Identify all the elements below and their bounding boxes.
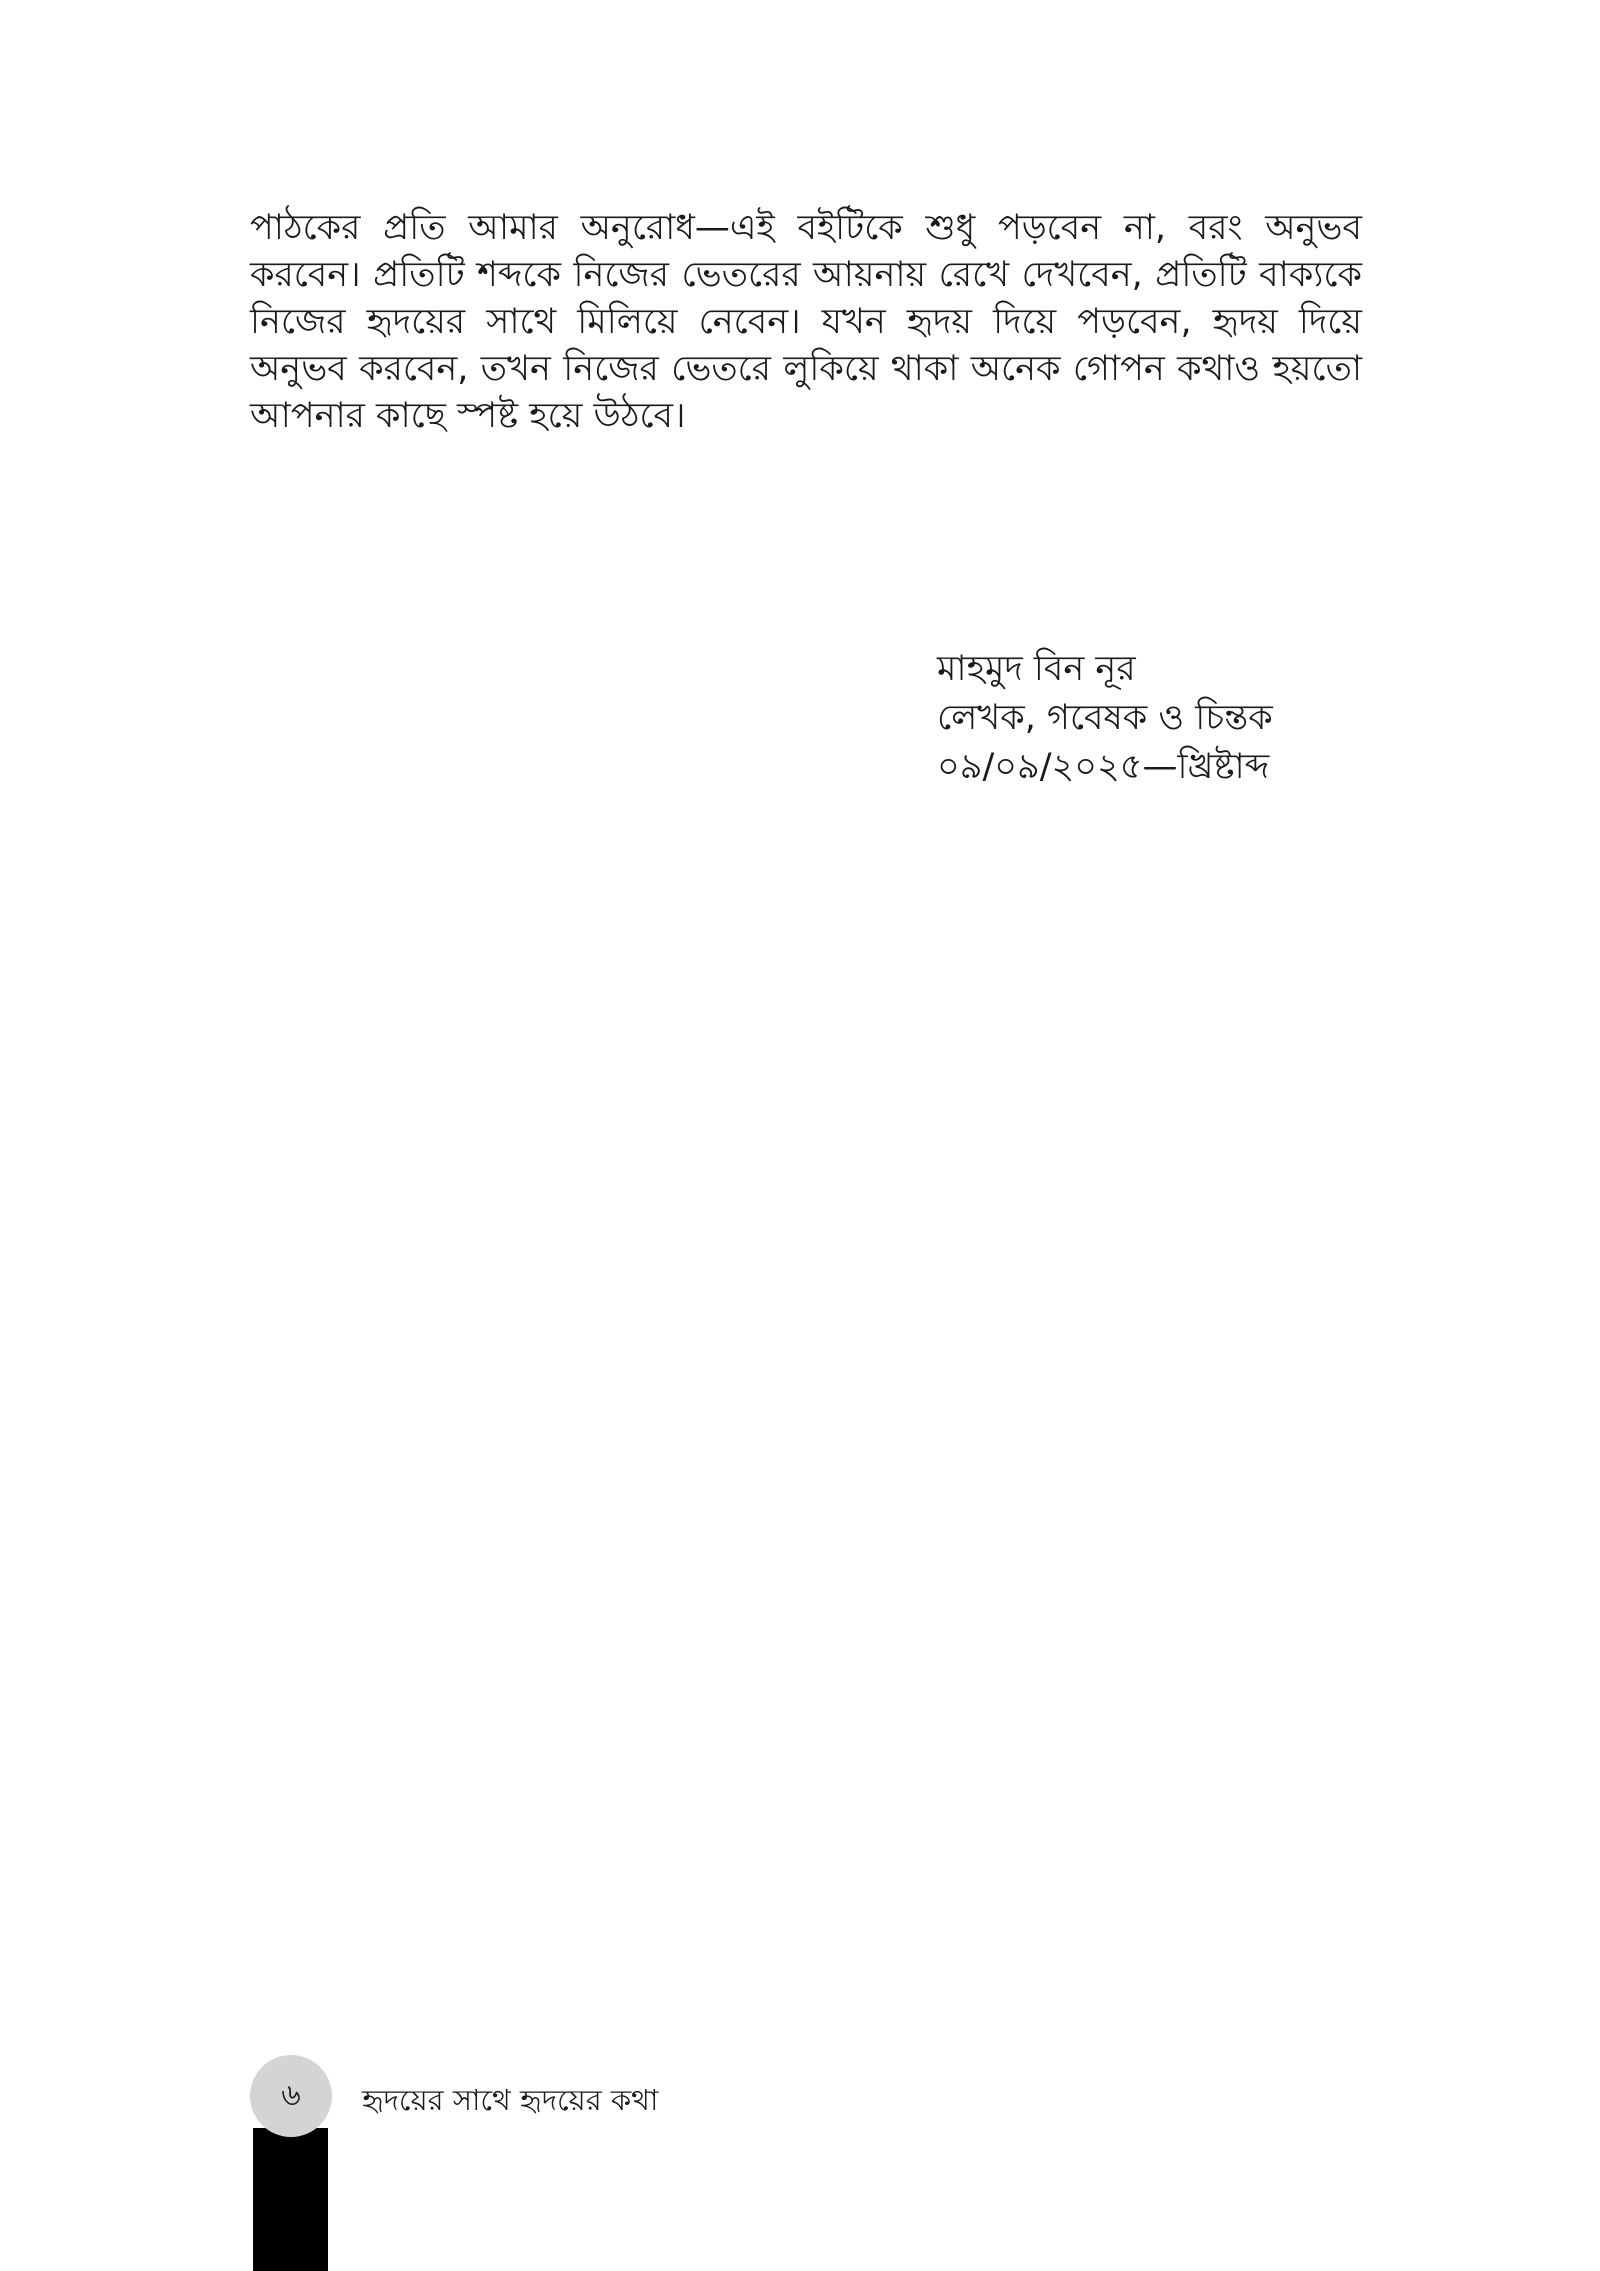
page-number: ৬	[281, 2077, 301, 2113]
author-name: মাহমুদ বিন নূর	[937, 649, 1136, 689]
signature-date: ০৯/০৯/২০২৫—খ্রিষ্টাব্দ	[937, 747, 1270, 787]
page-number-badge	[250, 2055, 332, 2137]
author-designation: লেখক, গবেষক ও চিন্তক	[937, 698, 1273, 738]
signature-block	[937, 645, 1417, 792]
body-paragraph: পাঠকের প্রতি আমার অনুরোধ—এই বইটিকে শুধু পড়বেন না, বরং অনুভব করবেন। প্রতিটি শব্দকে নিজের ভেতরের আয়নায় রেখে দেখবেন, প্রতিটি বাক্যকে নিজের হৃদয়ের সাথে মিলিয়ে নেবেন। যখন হৃদয় দিয়ে পড়বেন, হৃদয় দিয়ে অনুভব করবেন, তখন নিজের ভেতরে লুকিয়ে থাকা অনেক গোপন কথাও হয়তো আপনার কাছে স্পষ্ট হয়ে উঠবে।	[250, 208, 1362, 436]
running-title: হৃদয়ের সাথে হৃদয়ের কথা	[362, 2083, 659, 2117]
footer-bar	[253, 2128, 328, 2271]
